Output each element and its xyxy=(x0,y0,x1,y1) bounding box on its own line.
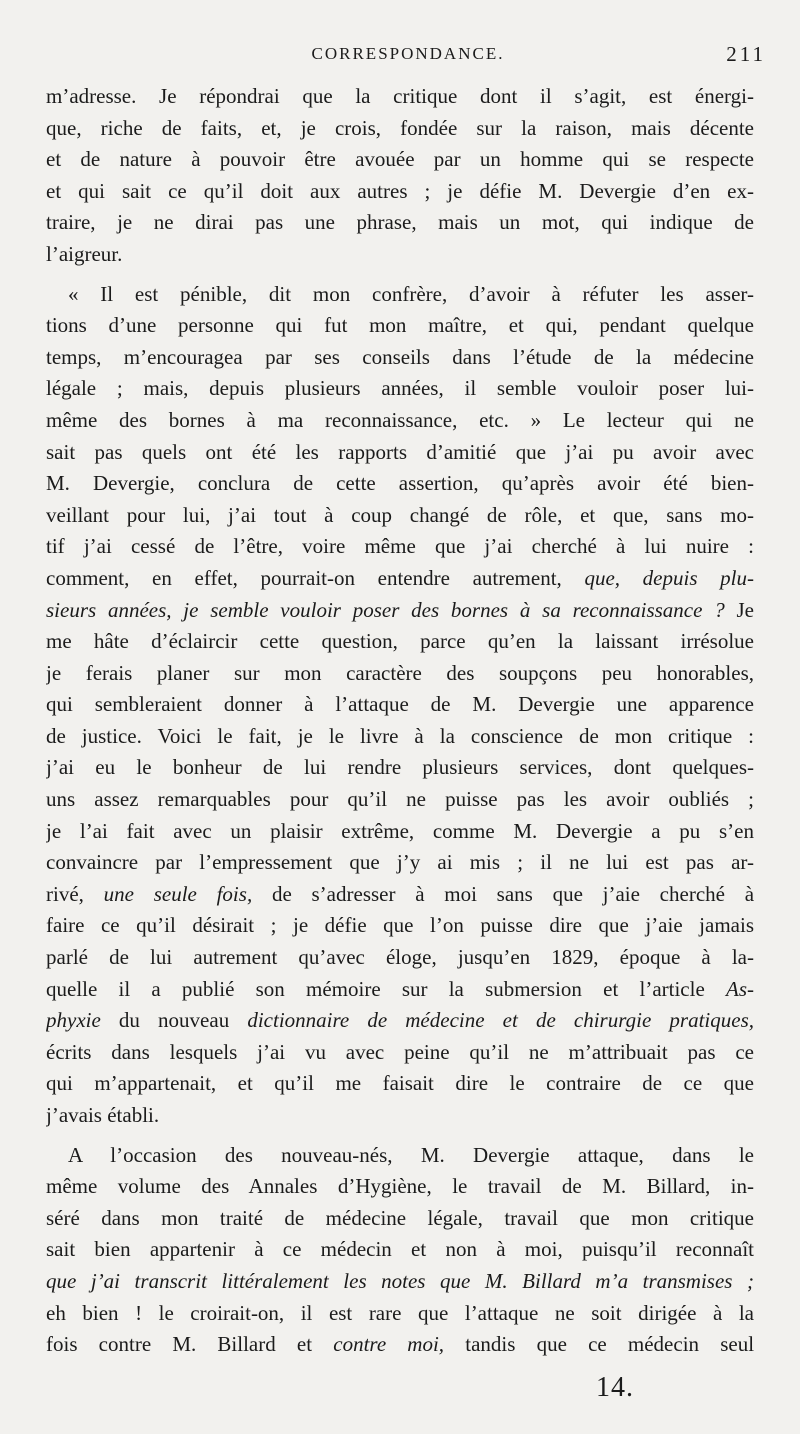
text-line: eh bien ! le croirait-on, il est rare que l’attaque ne soit dirigée à la xyxy=(46,1300,754,1325)
text-line: même des bornes à ma reconnaissance, etc. » Le lecteur qui ne xyxy=(46,407,754,432)
italic-phrase: dictionnaire de médecine et de chirurgie pratiques, xyxy=(247,1008,754,1033)
italic-phrase: sieurs années, je semble vouloir poser des bornes à sa reconnaissance ? xyxy=(46,597,725,622)
text-line xyxy=(46,563,754,595)
text-line: parlé de lui autrement qu’avec éloge, jusqu’en 1829, époque à la- xyxy=(46,945,754,970)
text-line: tions d’une personne qui fut mon maître, et qui, pendant quelque xyxy=(46,313,754,338)
page-number: 211 xyxy=(726,42,766,66)
text-line: qui m’appartenait, et qu’il me faisait dire le contraire de ce que xyxy=(46,1071,754,1096)
text-line xyxy=(46,879,754,911)
text-segment: quelle il a publié son mémoire sur la submersion et l’article xyxy=(46,976,705,1001)
text-line: j’ai eu le bonheur de lui rendre plusieurs services, dont quelques- xyxy=(46,755,754,780)
text-segment: de s’adresser à moi sans que j’aie cherché à xyxy=(271,881,754,906)
text-line: que, riche de faits, et, je crois, fondée sur la raison, mais décente xyxy=(46,115,754,140)
text-line: veillant pour lui, j’ai tout à coup changé de rôle, et que, sans mo- xyxy=(46,502,754,527)
text-line: j’avais établi. xyxy=(46,1103,160,1127)
text-segment: tandis que ce médecin seul xyxy=(465,1332,754,1357)
text-line xyxy=(46,1266,754,1298)
text-line: « Il est pénible, dit mon confrère, d’avoir à réfuter les asser- xyxy=(68,281,754,306)
text-line: faire ce qu’il désirait ; je défie que l’on puisse dire que j’aie jamais xyxy=(46,913,754,938)
text-line: je l’ai fait avec un plaisir extrême, comme M. Devergie a pu s’en xyxy=(46,818,754,843)
running-title: CORRESPONDANCE. xyxy=(311,44,505,63)
signature-mark: 14. xyxy=(596,1372,634,1403)
text-line: et qui sait ce qu’il doit aux autres ; je défie M. Devergie d’en ex- xyxy=(46,178,754,203)
text-segment: comment, en effet, pourrait-on entendre autrement, xyxy=(46,565,562,590)
italic-phrase: contre moi, xyxy=(333,1332,445,1357)
text-line: légale ; mais, depuis plusieurs années, il semble vouloir poser lui- xyxy=(46,376,754,401)
text-line: me hâte d’éclaircir cette question, parce qu’en la laissant irrésolue xyxy=(46,629,754,654)
text-line: écrits dans lesquels j’ai vu avec peine qu’il ne m’attribuait pas ce xyxy=(46,1039,754,1064)
text-line: je ferais planer sur mon caractère des soupçons peu honorables, xyxy=(46,660,754,685)
text-line: sait bien appartenir à ce médecin et non à moi, puisqu’il reconnaît xyxy=(46,1237,754,1262)
text-line: traire, je ne dirai pas une phrase, mais un mot, qui indique de xyxy=(46,210,754,235)
text-line: m’adresse. Je répondrai que la critique dont il s’agit, est énergi- xyxy=(46,84,754,108)
text-line: sait pas quels ont été les rapports d’amitié que j’ai pu avoir avec xyxy=(46,439,754,464)
italic-phrase: une seule fois, xyxy=(103,881,253,906)
text-line: qui sembleraient donner à l’attaque de M. Devergie une apparence xyxy=(46,692,754,717)
text-segment: fois contre M. Billard et xyxy=(46,1332,313,1357)
text-line xyxy=(46,974,754,1006)
italic-phrase: phyxie xyxy=(46,1008,101,1033)
text-line: A l’occasion des nouveau-nés, M. Devergie attaque, dans le xyxy=(68,1142,754,1167)
italic-phrase: As- xyxy=(726,976,754,1001)
text-line: tif j’ai cessé de l’être, voire même que j’ai cherché à lui nuire : xyxy=(46,534,754,559)
text-line xyxy=(46,1005,754,1037)
running-head xyxy=(46,36,770,76)
text-line: et de nature à pouvoir être avouée par un homme qui se respecte xyxy=(46,147,754,172)
text-segment: du nouveau xyxy=(118,1008,230,1033)
body-text xyxy=(46,81,754,1361)
text-line: uns assez remarquables pour qu’il ne puisse pas les avoir oubliés ; xyxy=(46,787,754,812)
text-line: M. Devergie, conclura de cette assertion, qu’après avoir été bien- xyxy=(46,471,754,496)
italic-phrase: que j’ai transcrit littéralement les notes que M. Billard m’a transmises ; xyxy=(46,1268,754,1293)
text-line: séré dans mon traité de médecine légale, travail que mon critique xyxy=(46,1205,754,1230)
text-line: l’aigreur. xyxy=(46,241,123,266)
text-line: même volume des Annales d’Hygiène, le travail de M. Billard, in- xyxy=(46,1174,754,1199)
text-line: convaincre par l’empressement que j’y ai mis ; il ne lui est pas ar- xyxy=(46,850,754,875)
text-segment: rivé, xyxy=(46,881,84,906)
text-line xyxy=(46,595,754,627)
text-line: temps, m’encouragea par ses conseils dans l’étude de la médecine xyxy=(46,344,754,369)
text-line xyxy=(46,1329,754,1361)
text-segment: Je xyxy=(736,597,754,622)
italic-phrase: que, depuis plu- xyxy=(584,565,754,590)
text-line: de justice. Voici le fait, je le livre à la conscience de mon critique : xyxy=(46,723,754,748)
